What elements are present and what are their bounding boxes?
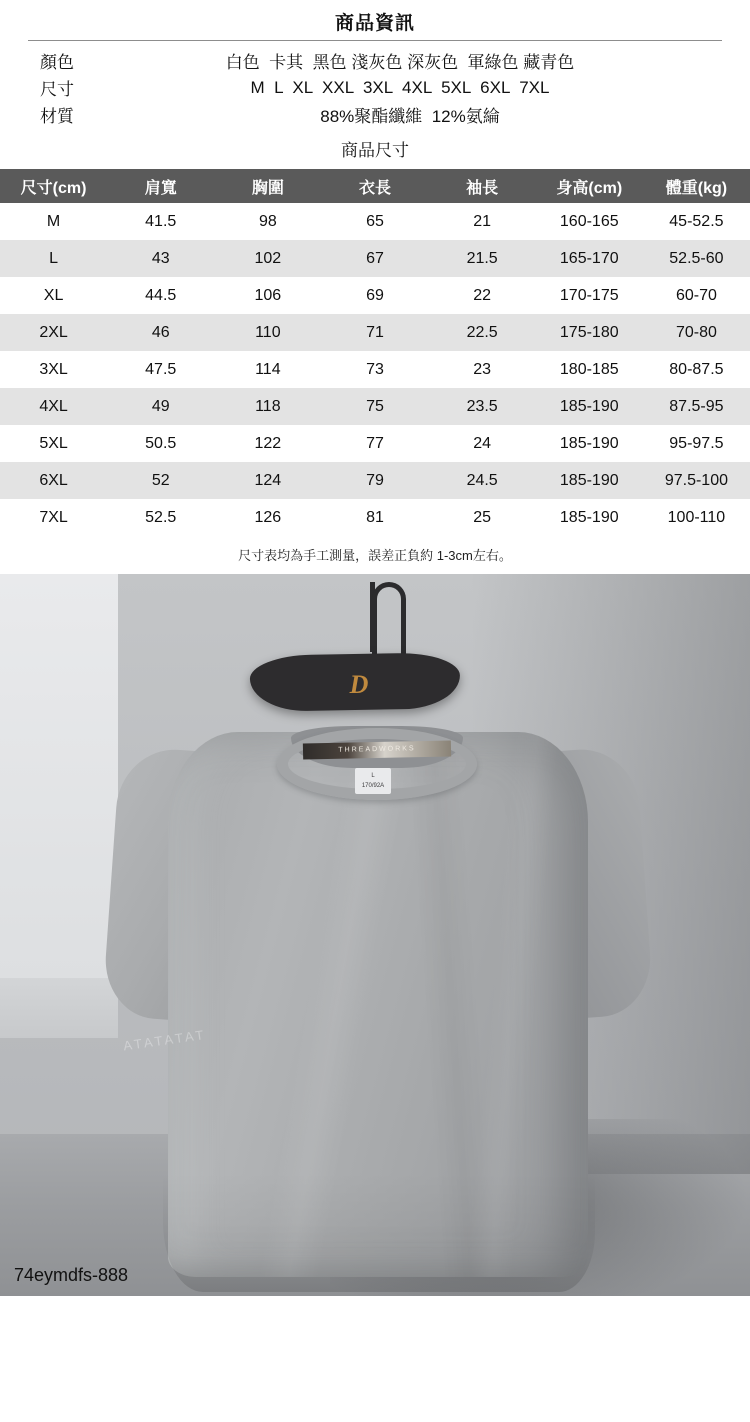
cell-size: 4XL [0,388,107,425]
cell-weight: 52.5-60 [643,240,750,277]
cell-size: M [0,203,107,240]
cell-height: 160-165 [536,203,643,240]
cell-length: 73 [321,351,428,388]
cell-shoulder: 43 [107,240,214,277]
cell-shoulder: 52.5 [107,499,214,536]
cell-chest: 98 [214,203,321,240]
tshirt-product [105,692,650,1282]
cell-weight: 97.5-100 [643,462,750,499]
tshirt-neck-label: THREADWORKS [303,740,451,759]
table-row [0,240,750,277]
cell-shoulder: 46 [107,314,214,351]
cell-sleeve: 21.5 [429,240,536,277]
cell-height: 185-190 [536,388,643,425]
cell-chest: 114 [214,351,321,388]
cell-length: 77 [321,425,428,462]
cell-shoulder: 44.5 [107,277,214,314]
cell-size: 5XL [0,425,107,462]
cell-shoulder: 47.5 [107,351,214,388]
cell-size: 6XL [0,462,107,499]
info-label-size: 尺寸 [40,80,74,99]
cell-weight: 60-70 [643,277,750,314]
info-label-color: 顏色 [40,53,74,72]
col-header-length: 衣長 [321,169,428,203]
table-row [0,277,750,314]
cell-shoulder: 49 [107,388,214,425]
cell-length: 67 [321,240,428,277]
cell-chest: 122 [214,425,321,462]
cell-length: 69 [321,277,428,314]
cell-chest: 102 [214,240,321,277]
cell-size: L [0,240,107,277]
cell-size: 7XL [0,499,107,536]
info-value-color: 白色 卡其 黑色 淺灰色 深灰色 軍綠色 藏青色 [225,53,575,72]
cell-length: 75 [321,388,428,425]
cell-height: 185-190 [536,425,643,462]
size-table-body [0,203,750,536]
cell-sleeve: 22 [429,277,536,314]
cell-sleeve: 21 [429,203,536,240]
table-row [0,351,750,388]
cell-sleeve: 24 [429,425,536,462]
cell-length: 79 [321,462,428,499]
col-header-weight: 體重(kg) [643,169,750,203]
measurement-note: 尺寸表均為手工測量，誤差正負約 1-3cm左右。 [238,548,512,563]
info-value-size: M L XL XXL 3XL 4XL 5XL 6XL 7XL [250,77,550,97]
cell-length: 65 [321,203,428,240]
cell-sleeve: 25 [429,499,536,536]
photo-paper-panel [0,574,118,978]
cell-chest: 118 [214,388,321,425]
tshirt-hem-shadow [163,1172,595,1292]
cell-sleeve: 23.5 [429,388,536,425]
tshirt-size-tag [355,768,391,794]
table-row [0,203,750,240]
cell-height: 165-170 [536,240,643,277]
product-photo [0,574,750,1296]
info-label-material: 材質 [40,107,74,126]
cell-chest: 126 [214,499,321,536]
info-row-material [28,101,722,128]
col-header-sleeve: 袖長 [429,169,536,203]
cell-length: 81 [321,499,428,536]
cell-size: XL [0,277,107,314]
table-row [0,388,750,425]
cell-size: 2XL [0,314,107,351]
cell-shoulder: 50.5 [107,425,214,462]
cell-height: 170-175 [536,277,643,314]
col-header-size: 尺寸(cm) [0,169,107,203]
photo-paper-panel-shadow [0,978,118,1038]
info-row-size [28,74,722,101]
cell-height: 185-190 [536,462,643,499]
cell-height: 185-190 [536,499,643,536]
table-row [0,462,750,499]
cell-weight: 70-80 [643,314,750,351]
sku-code: 74eymdfs-888 [14,1265,129,1285]
cell-weight: 45-52.5 [643,203,750,240]
cell-shoulder: 41.5 [107,203,214,240]
col-header-shoulder: 肩寬 [107,169,214,203]
cell-height: 175-180 [536,314,643,351]
cell-weight: 80-87.5 [643,351,750,388]
page-title: 商品資訊 [334,13,415,34]
hanger-brand-logo: D [349,670,369,699]
col-header-height: 身高(cm) [536,169,643,203]
table-row [0,314,750,351]
table-row [0,499,750,536]
col-header-chest: 胸圍 [214,169,321,203]
cell-length: 71 [321,314,428,351]
info-rows [28,41,722,128]
cell-weight: 100-110 [643,499,750,536]
cell-chest: 106 [214,277,321,314]
size-table-head [0,169,750,203]
cell-sleeve: 23 [429,351,536,388]
cell-sleeve: 24.5 [429,462,536,499]
cell-weight: 87.5-95 [643,388,750,425]
info-row-color [28,47,722,74]
size-table [0,169,750,536]
table-row [0,425,750,462]
cell-chest: 110 [214,314,321,351]
cell-shoulder: 52 [107,462,214,499]
cell-height: 180-185 [536,351,643,388]
fabric-watermark: ATATATAT [122,1026,208,1054]
info-value-material: 88%聚酯纖維 12%氨綸 [320,107,500,126]
cell-sleeve: 22.5 [429,314,536,351]
cell-weight: 95-97.5 [643,425,750,462]
size-tag-line1: L [371,773,375,779]
size-tag-line2: 170/92A [361,783,385,789]
product-info-section [0,0,750,161]
size-section-title: 商品尺寸 [341,141,409,160]
cell-size: 3XL [0,351,107,388]
cell-chest: 124 [214,462,321,499]
size-table-header-row [0,169,750,203]
